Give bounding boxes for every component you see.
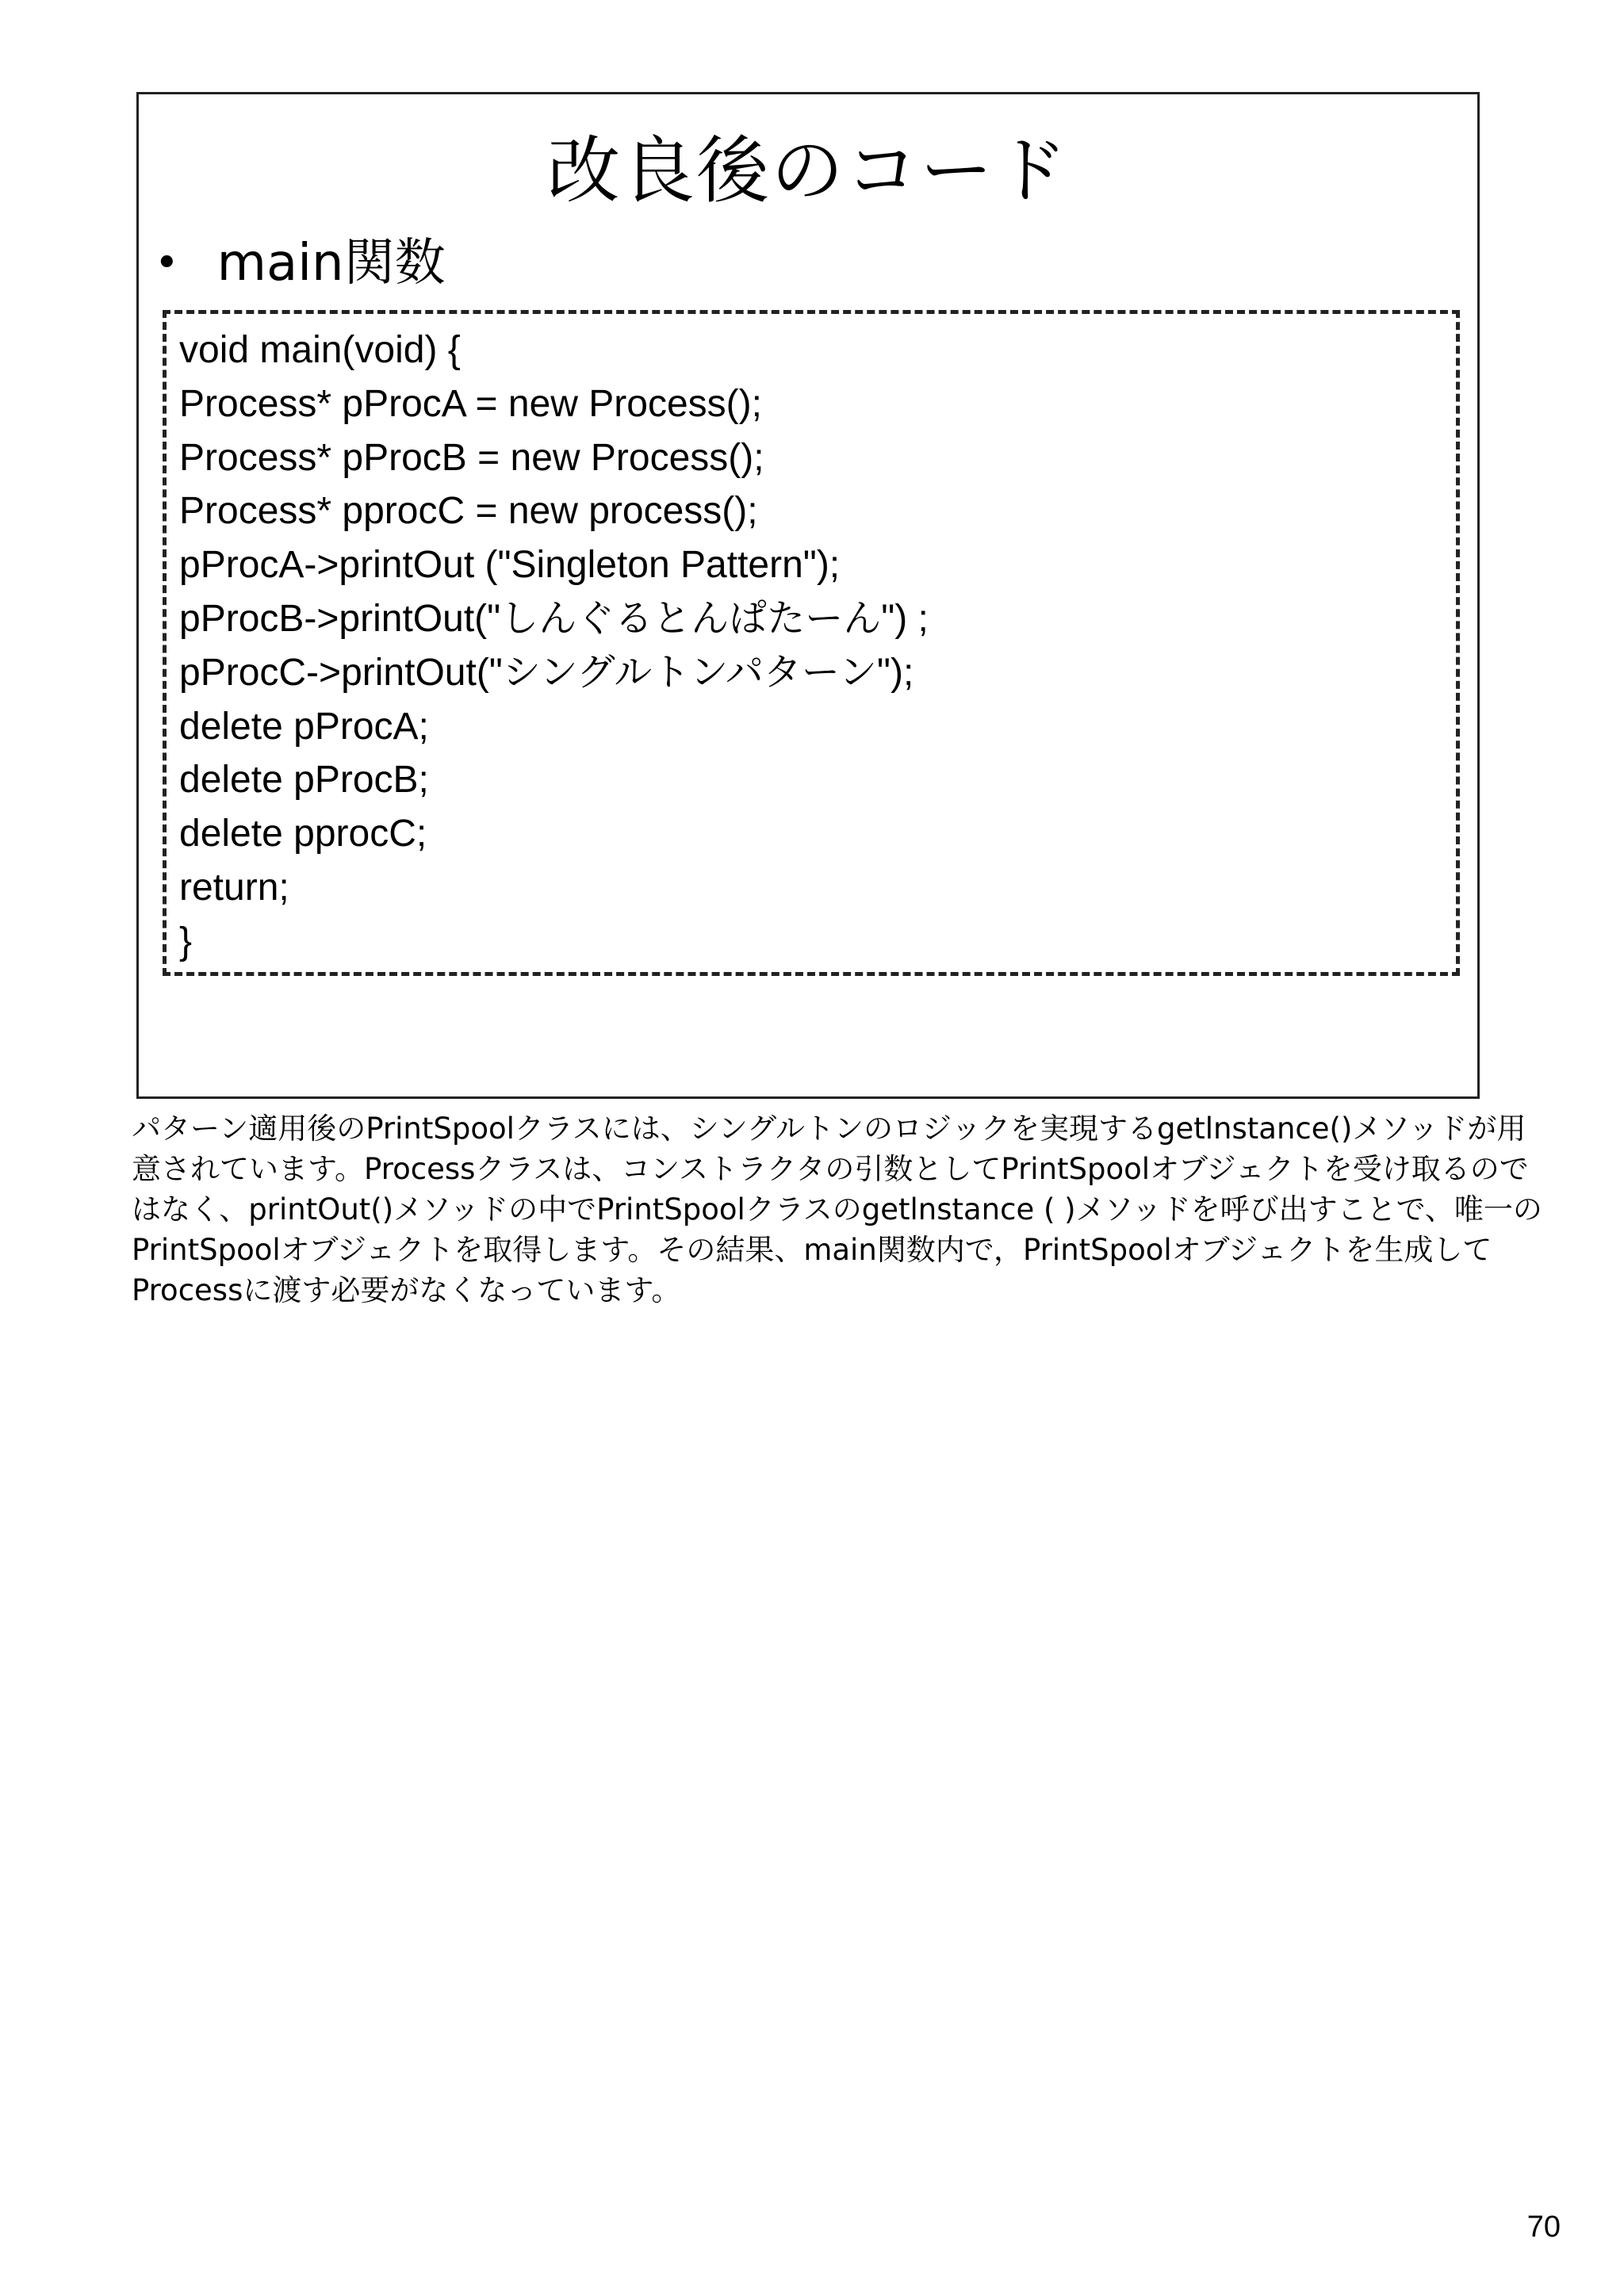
code-line: pProcB->printOut("しんぐるとんぱたーん") ; xyxy=(179,597,929,640)
note-line: Processに渡す必要がなくなっています。 xyxy=(132,1273,681,1307)
note-line: パターン適用後のPrintSpoolクラスには、シングルトンのロジックを実現するgetlnstance()メソッドが用 xyxy=(132,1112,1526,1146)
note-line: 意されています。Processクラスは、コンストラクタの引数としてPrintSpoolオブジェクトを受け取るので xyxy=(132,1152,1529,1186)
code-block xyxy=(163,310,1460,976)
bullet-item xyxy=(155,228,446,299)
page-number: 70 xyxy=(1526,2210,1561,2244)
code-line: delete pProcB; xyxy=(179,759,429,802)
code-line: delete pprocC; xyxy=(179,813,427,855)
explanation-note xyxy=(132,1108,1542,1311)
code-line: void main(void) { xyxy=(179,329,461,371)
note-line: PrintSpoolオブジェクトを取得します。その結果、main関数内で，PrintSpoolオブジェクトを生成して xyxy=(132,1233,1492,1267)
slide-title: 改良後のコード xyxy=(546,128,1069,213)
code-line: } xyxy=(179,920,193,962)
code-line: delete pProcA; xyxy=(179,705,429,748)
slide-frame xyxy=(136,92,1480,1099)
code-line: Process* pprocC = new process(); xyxy=(179,490,758,533)
code-line: pProcC->printOut("シングルトンパターン"); xyxy=(179,651,914,694)
code-line: pProcA->printOut ("Singleton Pattern"); xyxy=(179,544,841,587)
code-line: Process* pProcA = new Process(); xyxy=(179,382,762,425)
note-line: はなく、printOut()メソッドの中でPrintSpoolクラスのgetlnstance ( )メソッドを呼び出すことで、唯一の xyxy=(132,1192,1542,1226)
code-line: Process* pProcB = new Process(); xyxy=(179,436,764,479)
bullet-marker: • xyxy=(155,239,179,287)
bullet-text: main関数 xyxy=(216,234,446,293)
code-line: return; xyxy=(179,866,289,909)
